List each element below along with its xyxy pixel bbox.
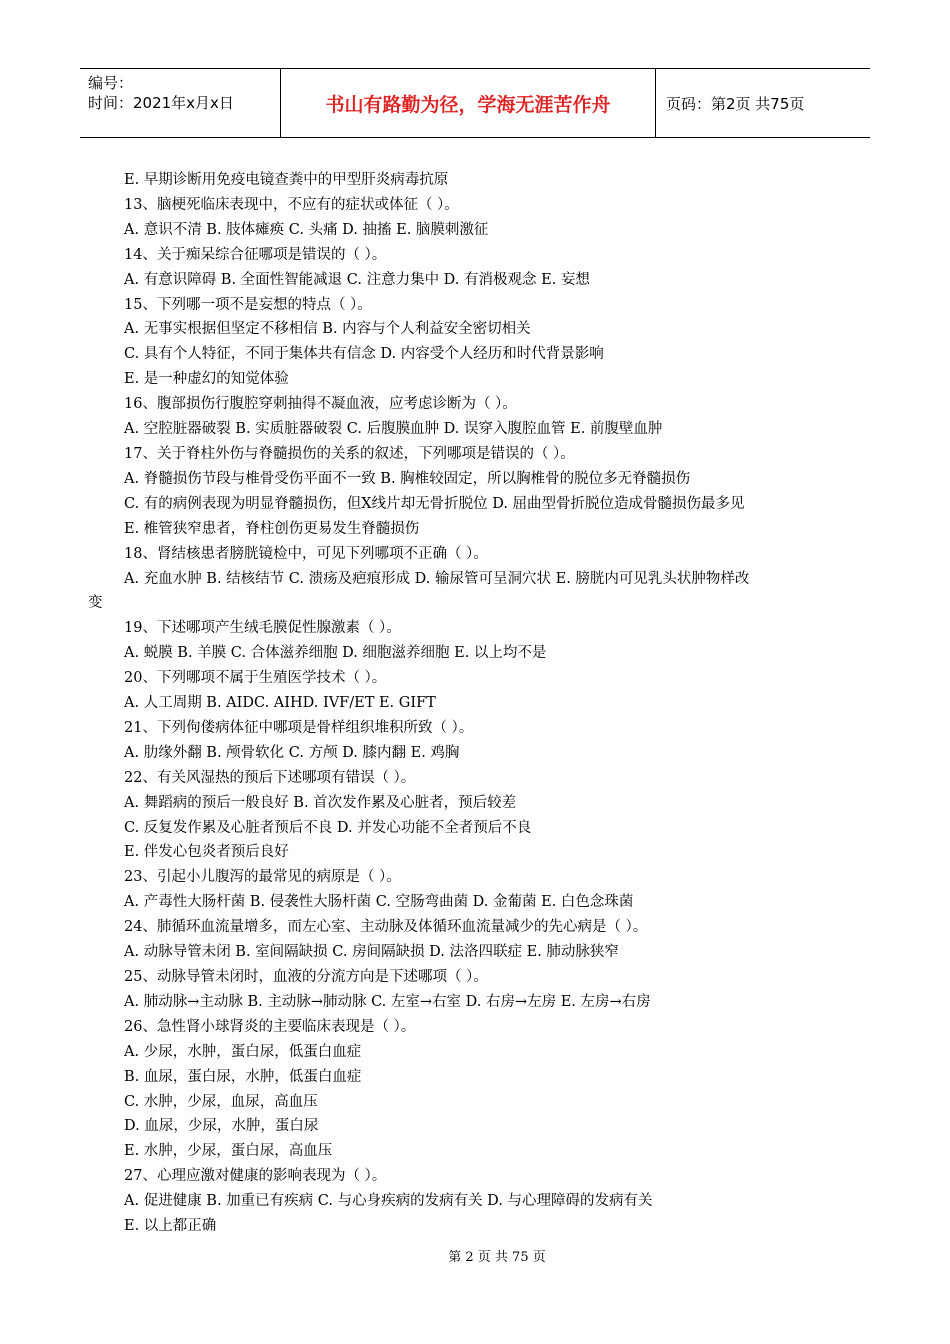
text-line: C. 水肿，少尿，血尿，高血压: [124, 1093, 318, 1110]
question-17: 17、关于脊柱外伤与脊髓损伤的关系的叙述，下列哪项是错误的（ ）。: [124, 445, 575, 462]
page-header: [80, 68, 870, 138]
text-line: 变: [88, 595, 103, 612]
text-line: C. 具有个人特征，不同于集体共有信念 D. 内容受个人经历和时代背景影响: [124, 346, 604, 363]
text-line: A. 有意识障碍 B. 全面性智能减退 C. 注意力集中 D. 有消极观念 E. 妄想: [124, 271, 590, 288]
text-line: A. 动脉导管未闭 B. 室间隔缺损 C. 房间隔缺损 D. 法洛四联症 E. 肺动脉狭窄: [124, 944, 619, 961]
text-line: A. 空腔脏器破裂 B. 实质脏器破裂 C. 后腹膜血肿 D. 误穿入腹腔血管 E. 前腹壁血肿: [124, 421, 663, 438]
text-line: E. 以上都正确: [124, 1218, 217, 1235]
text-line: A. 充血水肿 B. 结核结节 C. 溃疡及疤痕形成 D. 输尿管可呈洞穴状 E. 膀胱内可见乳头状肿物样改: [124, 570, 750, 587]
question-19: 19、下述哪项产生绒毛膜促性腺激素（ ）。: [124, 620, 401, 637]
question-14: 14、关于痴呆综合征哪项是错误的（ ）。: [124, 246, 387, 263]
question-23: 23、引起小儿腹泻的最常见的病原是（ ）。: [124, 869, 401, 886]
text-line: E. 伴发心包炎者预后良好: [124, 844, 289, 861]
text-line: A. 舞蹈病的预后一般良好 B. 首次发作累及心脏者，预后较差: [124, 794, 517, 811]
question-20: 20、下列哪项不属于生殖医学技术（ ）。: [124, 670, 387, 687]
page-footer: 第 2 页 共 75 页: [448, 1250, 546, 1265]
text-line: E. 水肿，少尿，蛋白尿，高血压: [124, 1143, 333, 1160]
text-line: E. 椎管狭窄患者，脊柱创伤更易发生脊髓损伤: [124, 520, 420, 537]
question-21: 21、下列佝偻病体征中哪项是骨样组织堆积所致（ ）。: [124, 719, 474, 736]
text-line: B. 血尿，蛋白尿，水肿，低蛋白血症: [124, 1068, 362, 1085]
text-line: D. 血尿，少尿，水肿，蛋白尿: [124, 1118, 319, 1135]
text-line: A. 促进健康 B. 加重已有疾病 C. 与心身疾病的发病有关 D. 与心理障碍的发病有关: [124, 1193, 653, 1210]
text-line: C. 有的病例表现为明显脊髓损伤，但X线片却无骨折脱位 D. 屈曲型骨折脱位造成骨髓损伤最多见: [124, 495, 745, 512]
header-meta: [80, 69, 280, 137]
question-26: 26、急性肾小球肾炎的主要临床表现是（ ）。: [124, 1018, 416, 1035]
header-motto: 书山有路勤为径，学海无涯苦作舟: [280, 69, 656, 137]
text-line: E. 早期诊断用免疫电镜查粪中的甲型肝炎病毒抗原: [124, 172, 449, 188]
number-label: 编号：: [88, 74, 134, 92]
question-27: 27、心理应激对健康的影响表现为（ ）。: [124, 1168, 387, 1185]
question-22: 22、有关风湿热的预后下述哪项有错误（ ）。: [124, 769, 416, 786]
question-16: 16、腹部损伤行腹腔穿刺抽得不凝血液，应考虑诊断为（ ）。: [124, 396, 517, 413]
text-line: A. 脊髓损伤节段与椎骨受伤平面不一致 B. 胸椎较固定，所以胸椎骨的脱位多无脊髓损伤: [124, 470, 691, 487]
text-line: A. 肺动脉→主动脉 B. 主动脉→肺动脉 C. 左室→右室 D. 右房→左房 E. 左房→右房: [124, 993, 651, 1010]
text-line: A. 人工周期 B. AIDC. AIHD. IVF/ET E. GIFT: [124, 695, 436, 712]
text-line: A. 意识不清 B. 肢体瘫痪 C. 头痛 D. 抽搐 E. 脑膜刺激征: [124, 221, 489, 238]
text-line: A. 蜕膜 B. 羊膜 C. 合体滋养细胞 D. 细胞滋养细胞 E. 以上均不是: [124, 645, 547, 662]
text-line: A. 肋缘外翻 B. 颅骨软化 C. 方颅 D. 膝内翻 E. 鸡胸: [124, 744, 460, 761]
time-label: 时间：2021年x月x日: [88, 94, 234, 112]
question-15: 15、下列哪一项不是妄想的特点（ ）。: [124, 296, 372, 313]
text-line: A. 少尿，水肿，蛋白尿，低蛋白血症: [124, 1043, 362, 1060]
document-body: [88, 168, 868, 1239]
header-page-info: 页码：第2页 共75页: [666, 94, 805, 113]
text-line: A. 无事实根据但坚定不移相信 B. 内容与个人利益安全密切相关: [124, 321, 531, 338]
question-18: 18、肾结核患者膀胱镜检中，可见下列哪项不正确（ ）。: [124, 545, 488, 562]
question-13: 13、脑梗死临床表现中，不应有的症状或体征（ ）。: [124, 196, 459, 213]
text-line: A. 产毒性大肠杆菌 B. 侵袭性大肠杆菌 C. 空肠弯曲菌 D. 金葡菌 E. 白色念珠菌: [124, 894, 634, 911]
question-24: 24、肺循环血流量增多，而左心室、主动脉及体循环血流量减少的先心病是（ ）。: [124, 919, 648, 936]
question-25: 25、动脉导管未闭时，血液的分流方向是下述哪项（ ）。: [124, 969, 488, 985]
text-line: C. 反复发作累及心脏者预后不良 D. 并发心功能不全者预后不良: [124, 819, 532, 836]
text-line: E. 是一种虚幻的知觉体验: [124, 371, 289, 388]
